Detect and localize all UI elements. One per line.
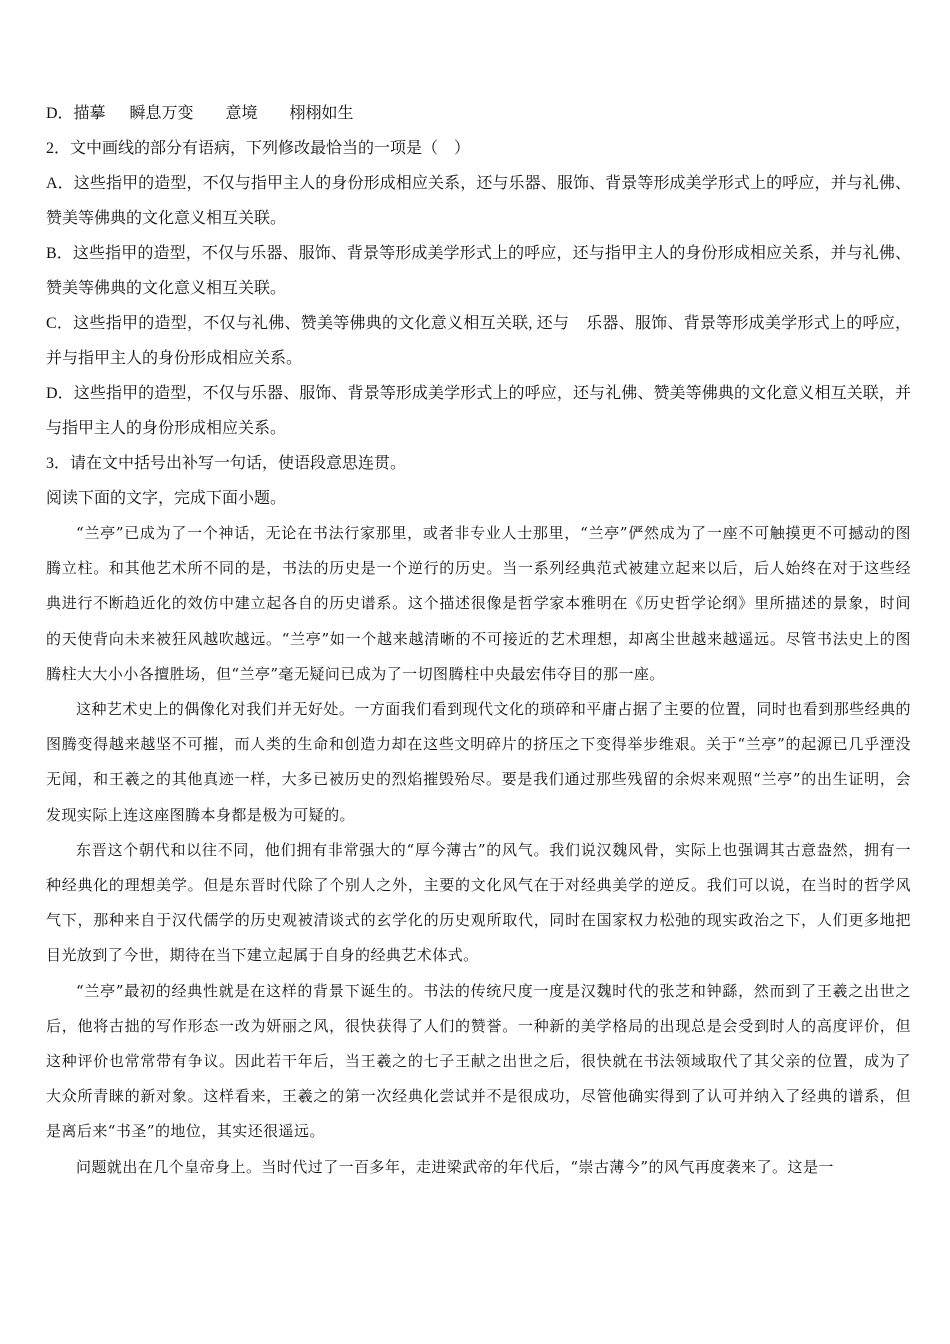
exam-page bbox=[46, 96, 911, 1185]
q1-option-d: D．描摹 瞬息万变 意境 栩栩如生 bbox=[46, 105, 354, 122]
passage-paragraph: 东晋这个朝代和以往不同，他们拥有非常强大的“厚今薄古”的风气。我们说汉魏风骨，实际上也强调其古意盎然，拥有一种经典化的理想美学。但是东晋时代除了个别人之外，主要的文化风气在于对经典美学的逆反。我们可以说，在当时的哲学风气下，那种来自于汉代儒学的历史观被清谈式的玄学化的历史观所取代，同时在国家权力松弛的现实政治之下，人们更多地把目光放到了今世，期待在当下建立起属于自身的经典艺术体式。 bbox=[46, 840, 911, 965]
passage-paragraph: 这种艺术史上的偶像化对我们并无好处。一方面我们看到现代文化的琐碎和平庸占据了主要的位置，同时也看到那些经典的图腾变得越来越坚不可摧，而人类的生命和创造力却在这些文明碎片的挤压之下变得举步维艰。关于“兰亭”的起源已几乎湮没无闻，和王羲之的其他真迹一样，大多已被历史的烈焰摧毁殆尽。要是我们通过那些残留的余烬来观照“兰亭”的出生证明，会发现实际上连这座图腾本身都是极为可疑的。 bbox=[46, 700, 911, 824]
q3-stem: 3．请在文中括号出补写一句话，使语段意思连贯。 bbox=[46, 455, 407, 472]
q2-option-a: A．这些指甲的造型，不仅与指甲主人的身份形成相应关系，还与乐器、服饰、背景等形成美学形式上的呼应，并与礼佛、赞美等佛典的文化意义相互关联。 bbox=[46, 175, 911, 227]
passage-paragraph: “兰亭”最初的经典性就是在这样的背景下诞生的。书法的传统尺度一度是汉魏时代的张芝和钟繇，然而到了王羲之出世之后，他将古拙的写作形态一改为妍丽之风，很快获得了人们的赞誉。一种新的美学格局的出现总是会受到时人的高度评价，但这种评价也常常带有争议。因此若干年后，当王羲之的七子王献之出世之后，很快就在书法领域取代了其父亲的位置，成为了大众所青睐的新对象。这样看来，王羲之的第一次经典化尝试并不是很成功，尽管他确实得到了认可并纳入了经典的谱系，但是离后来“书圣”的地位，其实还很遥远。 bbox=[46, 981, 911, 1141]
passage-paragraph: 问题就出在几个皇帝身上。当时代过了一百多年，走进梁武帝的年代后，“崇古薄今”的风气再度袭来了。这是一 bbox=[76, 1157, 834, 1176]
q2-option-d: D．这些指甲的造型，不仅与乐器、服饰、背景等形成美学形式上的呼应，还与礼佛、赞美等佛典的文化意义相互关联，并与指甲主人的身份形成相应关系。 bbox=[46, 385, 911, 437]
q2-option-c: C．这些指甲的造型，不仅与礼佛、赞美等佛典的文化意义相互关联, 还与 乐器、服饰、背景等形成美学形式上的呼应，并与指甲主人的身份形成相应关系。 bbox=[46, 315, 911, 367]
q2-stem: 2．文中画线的部分有语病，下列修改最恰当的一项是（ ） bbox=[46, 140, 471, 157]
q2-option-b: B．这些指甲的造型，不仅与乐器、服饰、背景等形成美学形式上的呼应，还与指甲主人的身份形成相应关系，并与礼佛、赞美等佛典的文化意义相互关联。 bbox=[46, 245, 911, 297]
passage-paragraph: “兰亭”已成为了一个神话，无论在书法行家那里，或者非专业人士那里，“兰亭”俨然成为了一座不可触摸更不可撼动的图腾立柱。和其他艺术所不同的是，书法的历史是一个逆行的历史。当一系列经典范式被建立起来以后，后人始终在对于这些经典进行不断趋近化的效仿中建立起各自的历史谱系。这个描述很像是哲学家本雅明在《历史哲学论纲》里所描述的景象，时间的天使背向未来被狂风越吹越远。“兰亭”如一个越来越清晰的不可接近的艺术理想，却离尘世越来越遥远。尽管书法史上的图腾柱大大小小各擅胜场，但“兰亭”毫无疑问已成为了一切图腾柱中央最宏伟夺目的那一座。 bbox=[46, 524, 911, 683]
reading-instruction: 阅读下面的文字，完成下面小题。 bbox=[46, 490, 287, 507]
